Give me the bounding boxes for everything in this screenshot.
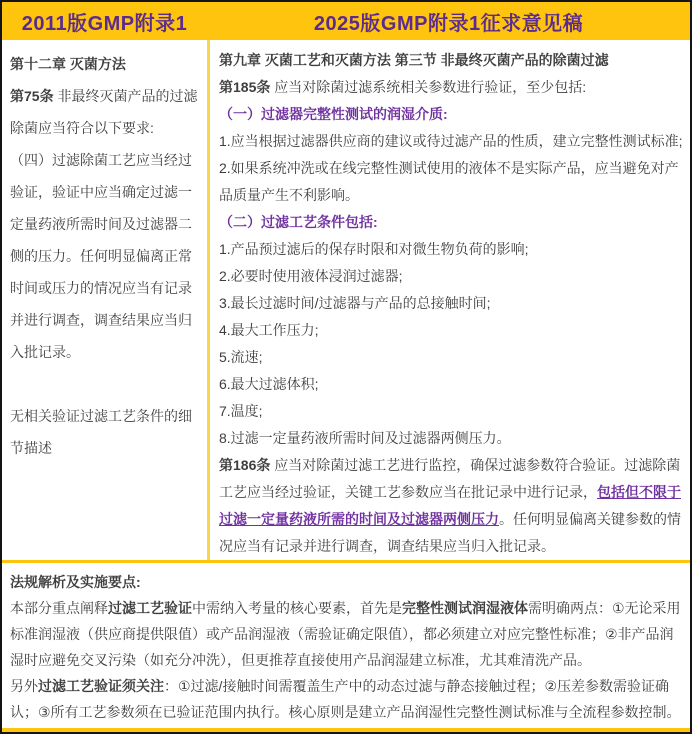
text-segment: 5.流速; <box>219 349 263 365</box>
text-segment: ：①过滤/接触时间需覆盖生产中的动态过滤与静态接触过程；②压差参数需验证确认；③所有工艺参数须在已验证范围内执行。核心原则是建立产品润湿性完整性测试标准与全流程参数控制。 <box>10 678 681 720</box>
text-segment: 非最终灭菌产品的过滤除菌应当符合以下要求: <box>10 88 198 136</box>
text-segment: 。任何明显偏离关键参数的情况应当有记录并进行调查，调查结果应当归入批记录。 <box>219 511 681 554</box>
paragraph <box>219 47 685 74</box>
text-segment: 6.最大过滤体积; <box>219 376 319 392</box>
paragraph <box>219 344 685 371</box>
paragraph <box>10 595 682 673</box>
paragraph <box>10 80 202 144</box>
column-header-2011: 2011版GMP附录1 <box>21 12 188 35</box>
paragraph <box>219 371 685 398</box>
text-segment: 中需纳入考量的核心要素，首先是 <box>192 600 402 616</box>
paragraph <box>219 101 685 128</box>
text-segment: 7.温度; <box>219 403 263 419</box>
paragraph <box>10 569 682 595</box>
text-segment: 无相关验证过滤工艺条件的细节描述 <box>10 408 192 456</box>
text-segment: （二）过滤工艺条件包括: <box>219 214 378 230</box>
paragraph <box>219 128 685 155</box>
text-segment: 2.必要时使用液体浸润过滤器; <box>219 268 403 284</box>
text-segment: 第75条 <box>10 88 54 104</box>
text-segment: （四）过滤除菌工艺应当经过验证，验证中应当确定过滤一定量药液所需时间及过滤器二侧的压力。任何明显偏离正常时间或压力的情况应当有记录并进行调查，调查结果应当归入批记录。 <box>10 152 192 360</box>
text-segment: 第186条 <box>219 457 271 473</box>
paragraph <box>219 155 685 209</box>
text-segment: 应当对除菌过滤工艺进行监控，确保过滤参数符合验证。过滤除菌工艺应当经过验证，关键工艺参数应当在批记录中进行记录， <box>219 457 681 500</box>
bottom-accent-bar <box>2 728 690 732</box>
paragraph <box>219 398 685 425</box>
text-segment: 2.如果系统冲洗或在线完整性测试使用的液体不是实际产品，应当避免对产品质量产生不利影响。 <box>219 160 679 203</box>
paragraph <box>219 209 685 236</box>
analysis-section <box>2 563 690 728</box>
text-segment: 过滤工艺验证 <box>108 600 192 616</box>
text-segment: 另外 <box>10 678 38 694</box>
paragraph <box>219 317 685 344</box>
text-segment: 应当对除菌过滤系统相关参数进行验证，至少包括: <box>270 79 587 95</box>
text-segment: （一）过滤器完整性测试的润湿介质: <box>219 106 448 122</box>
paragraph <box>219 74 685 101</box>
text-segment: 第十二章 灭菌方法 <box>10 56 126 72</box>
paragraph <box>219 452 685 560</box>
column-2011-content <box>2 40 207 560</box>
table-header-row <box>2 2 690 40</box>
comparison-body <box>2 40 690 560</box>
paragraph <box>10 48 202 80</box>
paragraph <box>219 236 685 263</box>
paragraph <box>10 400 202 464</box>
paragraph <box>10 673 682 725</box>
text-segment: 完整性测试润湿液体 <box>402 600 528 616</box>
paragraph <box>219 290 685 317</box>
text-segment: 第185条 <box>219 79 271 95</box>
text-segment: 4.最大工作压力; <box>219 322 319 338</box>
text-segment: 法规解析及实施要点: <box>10 574 141 590</box>
column-2025-content <box>210 40 690 560</box>
paragraph <box>219 425 685 452</box>
paragraph <box>10 144 202 368</box>
paragraph <box>219 263 685 290</box>
text-segment: 需明确两点：①无论采用标准润湿液（供应商提供限值）或产品润湿液（需验证确定限值），都必须建立对应完整性标准；②非产品润湿时应避免交叉污染（如充分冲洗），但更推荐直接使用产品润湿建立标准，尤其难清洗产品。 <box>10 600 681 668</box>
text-segment: 包括但不限于过滤一定量药液所需的时间及过滤器两侧压力 <box>219 484 681 527</box>
text-segment: 本部分重点阐释 <box>10 600 108 616</box>
column-header-2025: 2025版GMP附录1征求意见稿 <box>313 12 584 35</box>
text-segment: 8.过滤一定量药液所需时间及过滤器两侧压力。 <box>219 430 511 446</box>
text-segment: 1.应当根据过滤器供应商的建议或待过滤产品的性质，建立完整性测试标准; <box>219 133 683 149</box>
text-segment: 3.最长过滤时间/过滤器与产品的总接触时间; <box>219 295 491 311</box>
text-segment: 过滤工艺验证须关注 <box>38 678 164 694</box>
text-segment: 第九章 灭菌工艺和灭菌方法 第三节 非最终灭菌产品的除菌过滤 <box>219 52 609 68</box>
text-segment: 1.产品预过滤后的保存时限和对微生物负荷的影响; <box>219 241 529 257</box>
